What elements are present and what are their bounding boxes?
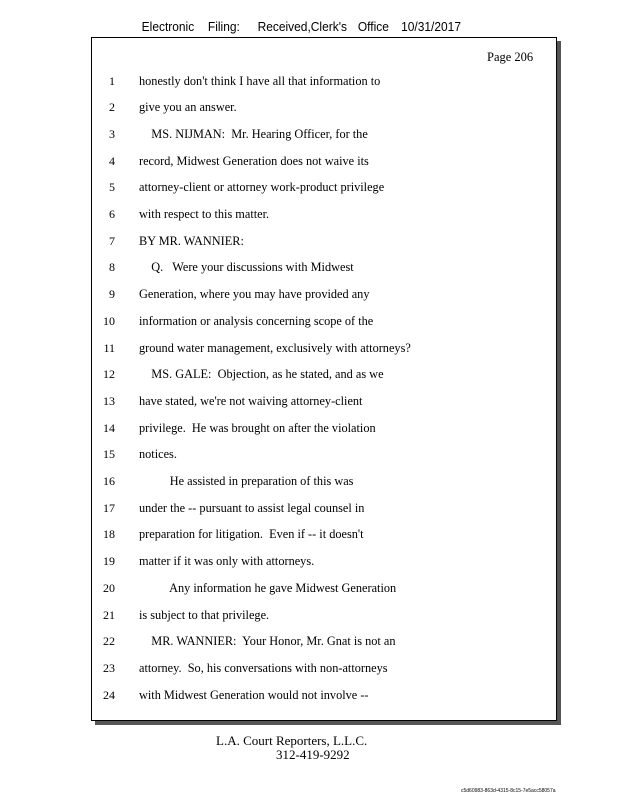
document-hash: c5d60983-863d-4315-8c15-7e5acc58057a <box>461 788 556 794</box>
line-number: 20 <box>103 580 115 595</box>
header-electronic: Electronic <box>141 19 195 34</box>
transcript-line <box>0 154 618 170</box>
line-text: privilege. He was brought on after the violation <box>139 420 376 435</box>
line-number: 5 <box>109 180 115 195</box>
page-number: Page 206 <box>487 50 534 64</box>
line-number: 13 <box>103 393 115 408</box>
header-office: Office <box>357 19 389 34</box>
line-number: 7 <box>109 233 115 248</box>
line-text: MS. GALE: Objection, as he stated, and as we <box>139 367 384 382</box>
header-filing: Filing: <box>207 19 240 34</box>
transcript-line <box>0 661 618 677</box>
transcript-line <box>0 394 618 410</box>
line-text: information or analysis concerning scope of the <box>139 313 374 328</box>
line-number: 15 <box>103 447 115 462</box>
transcript-line <box>0 100 618 116</box>
header-date: 10/31/2017 <box>401 19 461 34</box>
line-text: preparation for litigation. Even if -- it doesn't <box>139 527 364 542</box>
line-number: 16 <box>103 474 115 488</box>
line-text: with respect to this matter. <box>139 207 270 221</box>
line-text: BY MR. WANNIER: <box>139 233 244 248</box>
line-text: MR. WANNIER: Your Honor, Mr. Gnat is not an <box>139 634 396 649</box>
line-number: 12 <box>103 367 115 382</box>
footer-phone-number: 312-419-9292 <box>276 747 350 762</box>
line-number: 6 <box>109 207 115 221</box>
line-number: 8 <box>109 260 115 275</box>
line-text: ground water management, exclusively with attorneys? <box>139 340 411 355</box>
transcript-line <box>0 474 618 490</box>
transcript-line <box>0 207 618 223</box>
line-number: 24 <box>103 687 115 702</box>
line-text: with Midwest Generation would not involve -- <box>139 687 369 702</box>
line-text: under the -- pursuant to assist legal counsel in <box>139 500 365 515</box>
header-received-clerks: Received,Clerk's <box>257 19 347 34</box>
line-number: 2 <box>109 100 115 115</box>
transcript-line <box>0 127 618 143</box>
line-number: 1 <box>109 73 115 88</box>
line-number: 21 <box>103 607 115 622</box>
line-number: 22 <box>103 634 115 649</box>
line-number: 9 <box>109 287 115 302</box>
line-number: 10 <box>103 313 115 328</box>
line-text: attorney. So, his conversations with non-attorneys <box>139 660 388 675</box>
line-number: 14 <box>103 420 115 435</box>
line-text: notices. <box>139 447 177 462</box>
line-number: 11 <box>103 340 115 355</box>
line-text: He assisted in preparation of this was <box>139 474 354 488</box>
transcript-line <box>0 234 618 250</box>
line-number: 3 <box>109 126 115 141</box>
transcript-line <box>0 688 618 704</box>
line-text: matter if it was only with attorneys. <box>139 554 315 569</box>
line-text: MS. NIJMAN: Mr. Hearing Officer, for the <box>139 126 368 141</box>
line-number: 23 <box>103 660 115 675</box>
transcript-line <box>0 341 618 357</box>
line-number: 19 <box>103 554 115 569</box>
line-text: attorney-client or attorney work-product privilege <box>139 180 385 195</box>
filing-stamp-header <box>0 19 569 37</box>
transcript-line <box>0 180 618 196</box>
line-number: 17 <box>103 500 115 515</box>
transcript-line <box>0 634 618 650</box>
transcript-line <box>0 501 618 517</box>
transcript-line <box>0 554 618 570</box>
transcript-line <box>0 287 618 303</box>
line-text: Any information he gave Midwest Generation <box>139 580 397 595</box>
line-number: 4 <box>109 153 115 168</box>
line-text: honestly don't think I have all that information to <box>139 73 381 88</box>
footer-company-name: L.A. Court Reporters, L.L.C. <box>216 733 368 748</box>
line-text: is subject to that privilege. <box>139 607 270 622</box>
line-text: Generation, where you may have provided any <box>139 287 370 302</box>
transcript-line <box>0 74 618 90</box>
transcript-line <box>0 447 618 463</box>
line-text: record, Midwest Generation does not waive its <box>139 153 369 168</box>
line-text: Q. Were your discussions with Midwest <box>139 260 354 275</box>
transcript-line <box>0 260 618 276</box>
transcript-line <box>0 314 618 330</box>
line-text: have stated, we're not waiving attorney-client <box>139 393 363 408</box>
line-number: 18 <box>103 527 115 542</box>
transcript-line <box>0 608 618 624</box>
transcript-line <box>0 421 618 437</box>
transcript-line <box>0 581 618 597</box>
transcript-line <box>0 527 618 543</box>
transcript-line <box>0 367 618 383</box>
line-text: give you an answer. <box>139 100 237 115</box>
